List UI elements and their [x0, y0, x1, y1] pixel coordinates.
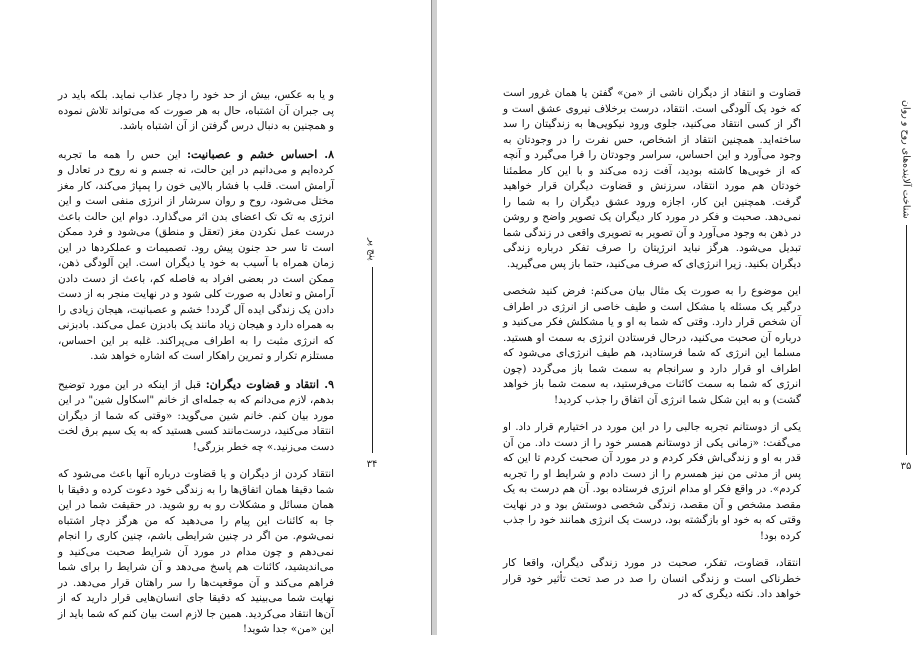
paragraph	[503, 284, 801, 408]
paragraph-text: انتقاد، قضاوت، تفکر، صحبت در مورد زندگی دیگران، واقعا کار خطرناکی است و زندگی انسان را صد در صد تحت تأثیر خود قرار خواهد داد. نکته دیگری که در	[503, 557, 801, 600]
paragraph	[58, 88, 334, 135]
paragraph-text: قبل از اینکه در این مورد توضیح بدهم، لازم می‌دانم که به جمله‌ای از خانم "اسکاول شین" در این مورد بیان کنم. خانم شین می‌گوید: «وقتی که شما از دیگران انتقاد می‌کنید، درست‌مانند کسی هستید که به یک سیم برق لخت دست می‌زنید.» چه خطر بزرگی!	[58, 378, 334, 453]
left-page-body	[58, 88, 334, 650]
paragraph-text: این موضوع را به صورت یک مثال بیان می‌کنم: فرض کنید شخصی درگیر یک مسئله یا مشکل است و طیف خاصی از انرژی در اطراف آن شخص قرار دارد. وقتی که شما به او و یا مشکلش فکر می‌کنید و درباره آن صحبت می‌کنید، درحال فرستادن انرژی به سمت او هستید. مسلما این انرژی که شما فرستادید، هم طیف انرژی‌ای می‌شود که اطراف او قرار دارد و سرانجام به سمت شما باز می‌گردد (چون انرژی که شما به سمت کائنات می‌فرستید، به سمت شما باز خواهد گشت) و به این شکل شما انرژی آن اتفاق را جذب کردید!	[503, 285, 801, 406]
running-head-rule	[372, 267, 373, 453]
section-heading: ۸. احساس خشم و عصبانیت:	[187, 147, 334, 161]
paragraph	[58, 377, 334, 456]
paragraph	[58, 467, 334, 638]
page-number: ۳۵	[900, 461, 912, 472]
running-head-rule	[906, 225, 907, 455]
right-running-head	[899, 100, 913, 472]
paragraph-text: قضاوت و انتقاد از دیگران ناشی از «من» گفتن یا همان غرور است که خود یک آلودگی است. انتقاد، درست برخلاف نیروی عشق است و اگر از کسی انتقاد می‌کنید، جلوی ورود نیکویی‌ها به زندگیتان را سد ساخته‌اید. همچنین انتقاد از اشخاص، حس نفرت را در وجودتان به وجود می‌آورد و این احساس، سراسر وجودتان را فرا می‌گیرد و آنچه که از خوبی‌ها کاشته بودید، آفت زده می‌کند و با این کار مطمئنا خودتان هم مورد انتقاد، سرزنش و قضاوت دیگران قرار خواهید گرفت. همچنین این کار، اجازه ورود عشق دیگران را به شما را نمی‌دهد. صحبت و فکر در مورد کار دیگران یک تصویر واضح و روشن در ذهن به وجود می‌آورد و آن تصویر به تصویری واقعی در زندگی شما تبدیل می‌شود. هرگز نباید انرژیتان را صرف تفکر درباره زندگی دیگران بکنید. زیرا انرژی‌ای که صرف می‌کنید، حتما باز پس می‌گیرید.	[503, 87, 801, 270]
paragraph-text: این حس را همه ما تجربه کرده‌ایم و می‌دانیم در این حالت، نه جسم و نه روح در تعادل و آرامش است. قلب با فشار بالایی خون را پمپاژ می‌کند، کار مغز مختل می‌شود، روح و روان سرشار از انرژی منفی است و این انرژی به تک تک اعضای بدن اثر می‌گذارد. دوام این حالت باعث درست عمل نکردن مغز (تعقل و منطق) می‌شود و فرد ممکن است تا سر حد جنون پیش رود. تصمیمات و عملکردها در این زمان همراه با آسیب به خود یا دیگران است. این آلودگی ذهن، ممکن است در بعضی افراد به فاصله کم، باعث از دست دادن آرامش و تعادل به صورت کلی شود و در نهایت منجر به از دست دادن یک زندگی ایده آل گردد! خشم و عصبانیت، هیجان زیادی را به همراه دارد و هیجان زیاد مانند یک بادبزن عمل می‌کند. بادبزنی که انرژی مثبت را به اطراف می‌پراکند. غلبه بر این احساس، مستلزم تکرار و تمرین راهکار است که اشاره خواهد شد.	[58, 148, 334, 362]
paragraph-text: انتقاد کردن از دیگران و یا قضاوت درباره آنها باعث می‌شود که شما دقیقا همان اتفاق‌ها را به زندگی خود دعوت کرده و دقیقا با همان مسائل و مشکلات رو به رو شوید. در حقیقت شما در این جا به کائنات این پیام را می‌دهید که من هرگز دچار اشتباه نمی‌شوم. من اگر در چنین شرایطی باشم، چنین کاری را انجام نمی‌دهم و چون مدام در مورد آن شرایط صحبت می‌کنید و می‌اندیشید، کائنات هم پاسخ می‌دهد و آن شرایط را برای شما فراهم می‌کند و آن موقعیت‌ها را سر راهتان قرار می‌دهد. در نهایت شما می‌بینید که دقیقا جای انسان‌هایی قرار دارید که از آن‌ها انتقاد می‌کردید. همین جا لازم است بیان کنم که شما باید از این «من» جدا شوید!	[58, 468, 334, 635]
running-head-text: شناخت آلاینده‌های روح و روان	[900, 100, 912, 219]
paragraph	[58, 147, 334, 365]
paragraph	[503, 420, 801, 544]
section-heading: ۹. انتقاد و قضاوت دیگران:	[205, 377, 334, 391]
paragraph	[503, 86, 801, 272]
running-head-text: پنج پر	[366, 238, 378, 261]
paragraph-text: و یا به عکس، بیش از حد خود را دچار عذاب نماید. بلکه باید در پی جبران آن اشتباه، حال به هر صورت که می‌تواند تلاش نموده و همچنین به دنبال درس گرفتن از آن اشتباه باشد.	[58, 89, 334, 132]
right-page-body	[503, 86, 801, 611]
left-page	[0, 0, 432, 635]
page-number: ۳۴	[366, 459, 378, 470]
paragraph	[503, 556, 801, 603]
left-running-head	[365, 238, 379, 470]
paragraph-text: یکی از دوستانم تجربه جالبی را در این مورد در اختیارم قرار داد. او می‌گفت: «زمانی یکی از دوستانم همسر خود را از دست داد. من آن قدر به او و زندگی‌اش فکر کردم و در مورد آن صحبت کردم تا این که پس از مدتی من نیز همسرم را از دست دادم و شرایط او را تجربه کردم». در واقع فکر او مدام انرژی فرستاده بود. آن هم درست به یک مقصد مشخص و آن مقصد، زندگی شخصی دوستش بود و در نهایت وقتی که به خود او بازگشته بود، درست یک انرژی همانند خود را جذب کرده بود!	[503, 421, 801, 542]
